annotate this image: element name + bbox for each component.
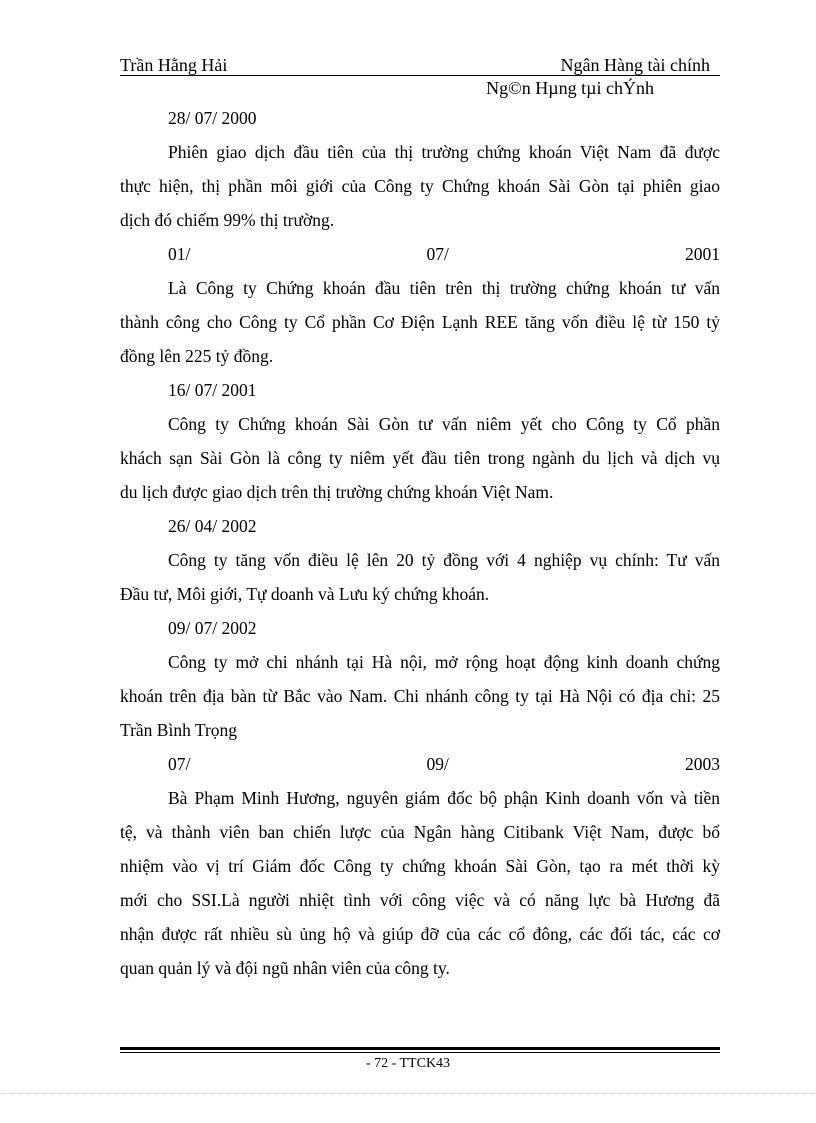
paragraph-line: nhiệm vào vị trí Giám đốc Công ty chứng khoán Sài Gòn, tạo ra mét thời kỳ bbox=[120, 856, 720, 876]
paragraph-line: khoán trên địa bàn từ Bắc vào Nam. Chi nhánh công ty tại Hà Nội có địa chỉ: 25 bbox=[120, 686, 720, 706]
paragraph-line: quan quản lý và đội ngũ nhân viên của công ty. bbox=[120, 958, 450, 978]
date-line: 26/ 04/ 2002 bbox=[168, 516, 257, 536]
paragraph-line: dịch đó chiếm 99% thị trường. bbox=[120, 210, 335, 230]
date-month: 07/ bbox=[426, 244, 449, 264]
paragraph-line: Công ty mở chi nhánh tại Hà nội, mở rộng hoạt động kinh doanh chứng bbox=[168, 652, 720, 672]
paragraph-line: Đầu tư, Môi giới, Tự doanh và Lưu ký chứng khoán. bbox=[120, 584, 490, 604]
paragraph-line: Bà Phạm Minh Hương, nguyên giám đốc bộ phận Kinh doanh vốn và tiền bbox=[168, 788, 720, 808]
date-line: 09/ 07/ 2002 bbox=[168, 618, 257, 638]
page-edge-divider bbox=[0, 1093, 816, 1094]
header-subject: Ngân Hàng tài chính bbox=[560, 55, 710, 75]
header-rule bbox=[120, 75, 720, 76]
paragraph-line: Công ty tăng vốn điều lệ lên 20 tỷ đồng với 4 nghiệp vụ chính: Tư vấn bbox=[168, 550, 720, 570]
paragraph-line: thực hiện, thị phần môi giới của Công ty Chứng khoán Sài Gòn tại phiên giao bbox=[120, 176, 720, 196]
date-day: 01/ bbox=[168, 244, 191, 264]
header-author: Trần Hằng Hải bbox=[120, 55, 228, 75]
paragraph-line: khách sạn Sài Gòn là công ty niêm yết đầu tiên trong ngành du lịch và dịch vụ bbox=[120, 448, 720, 468]
header-subtitle: Ng©n Hµng tµi chÝnh bbox=[486, 78, 654, 98]
date-day: 07/ bbox=[168, 754, 191, 774]
paragraph-line: đồng lên 225 tỷ đồng. bbox=[120, 346, 274, 366]
date-line: 16/ 07/ 2001 bbox=[168, 380, 257, 400]
body-text bbox=[120, 101, 720, 985]
date-row bbox=[120, 747, 720, 781]
date-year: 2001 bbox=[685, 244, 720, 264]
footer-rule-thick bbox=[120, 1047, 720, 1050]
paragraph-line: mới cho SSI.Là người nhiệt tình với công việc và có năng lực bà Hương đã bbox=[120, 890, 720, 910]
footer-page-number: - 72 - TTCK43 bbox=[365, 1056, 451, 1071]
date-row bbox=[120, 237, 720, 271]
paragraph-line: du lịch được giao dịch trên thị trường chứng khoán Việt Nam. bbox=[120, 482, 554, 502]
footer-rule-thin bbox=[120, 1052, 720, 1053]
date-line: 28/ 07/ 2000 bbox=[168, 108, 257, 128]
date-year: 2003 bbox=[685, 754, 720, 774]
date-month: 09/ bbox=[426, 754, 449, 774]
paragraph-line: Trần Bình Trọng bbox=[120, 720, 238, 740]
paragraph-line: Phiên giao dịch đầu tiên của thị trường chứng khoán Việt Nam đã được bbox=[168, 142, 720, 162]
paragraph-line: thành công cho Công ty Cổ phần Cơ Điện Lạnh REE tăng vốn điều lệ từ 150 tỷ bbox=[120, 312, 720, 332]
paragraph-line: Là Công ty Chứng khoán đầu tiên trên thị trường chứng khoán tư vấn bbox=[168, 278, 720, 298]
paragraph-line: tệ, và thành viên ban chiến lược của Ngân hàng Citibank Việt Nam, được bổ bbox=[120, 822, 720, 842]
paragraph-line: Công ty Chứng khoán Sài Gòn tư vấn niêm yết cho Công ty Cổ phần bbox=[168, 414, 720, 434]
paragraph-line: nhận được rất nhiều sù ủng hộ và giúp đỡ của các cổ đông, các đối tác, các cơ bbox=[120, 924, 720, 944]
